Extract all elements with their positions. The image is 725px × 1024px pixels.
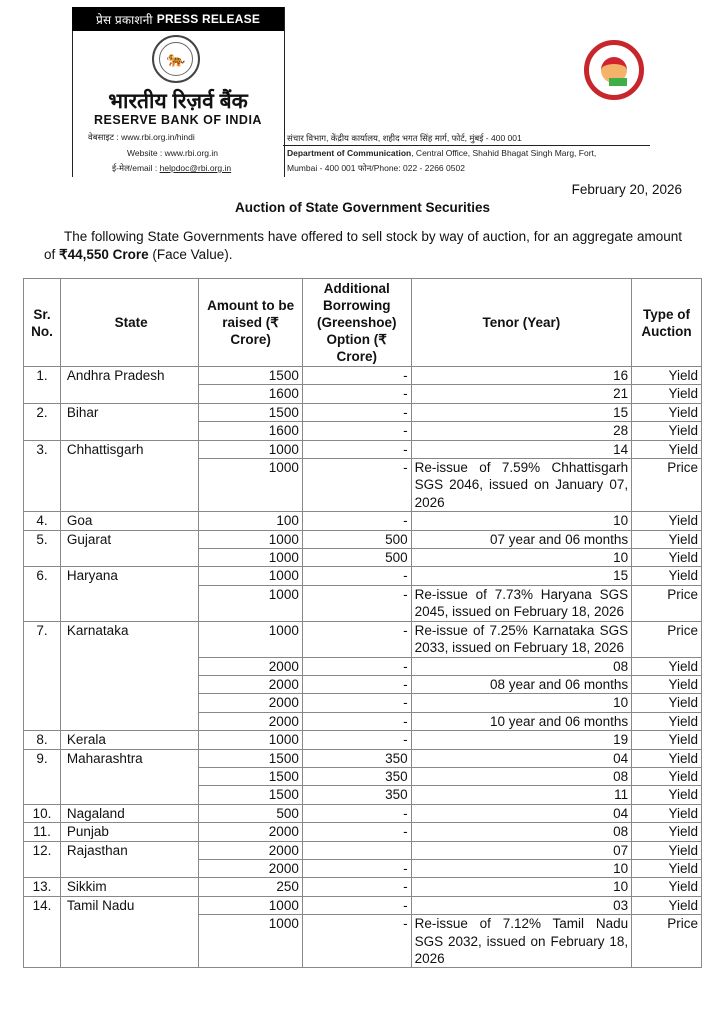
cell-amount: 2000 [199, 841, 303, 859]
table-row [24, 440, 702, 458]
table-body [24, 367, 702, 968]
cell-greenshoe: 350 [302, 749, 411, 767]
cell-type: Yield [632, 804, 702, 822]
cell-tenor: 10 [411, 549, 632, 567]
press-release-en: PRESS RELEASE [156, 12, 261, 26]
cell-tenor: 10 [411, 694, 632, 712]
cell-amount: 1500 [199, 403, 303, 421]
cell-type: Price [632, 621, 702, 657]
website-hindi: वेबसाइट : www.rbi.org.in/hindi [88, 132, 195, 142]
beti-bachao-logo-icon [584, 40, 644, 100]
intro-paragraph [44, 228, 682, 264]
bank-name-en: RESERVE BANK OF INDIA [94, 113, 262, 127]
auction-table [23, 278, 702, 968]
cell-type: Yield [632, 403, 702, 421]
cell-greenshoe: - [302, 403, 411, 421]
table-row [24, 896, 702, 914]
cell-amount: 2000 [199, 694, 303, 712]
table-row [24, 530, 702, 548]
cell-sr-no: 11. [24, 823, 61, 841]
cell-tenor: 19 [411, 731, 632, 749]
header-type: Type of Auction [632, 279, 702, 367]
cell-tenor: 10 [411, 859, 632, 877]
cell-tenor: 15 [411, 403, 632, 421]
page-title: Auction of State Government Securities [234, 200, 491, 215]
cell-state: Haryana [60, 567, 198, 621]
cell-greenshoe: - [302, 915, 411, 968]
bank-name-hindi: भारतीय रिज़र्व बैंक [108, 90, 248, 113]
header-tenor: Tenor (Year) [411, 279, 632, 367]
cell-type: Price [632, 585, 702, 621]
cell-state: Goa [60, 512, 198, 530]
cell-type: Yield [632, 422, 702, 440]
table-row [24, 841, 702, 859]
cell-tenor: 08 [411, 823, 632, 841]
cell-state: Karnataka [60, 621, 198, 730]
cell-greenshoe: - [302, 440, 411, 458]
cell-type: Yield [632, 841, 702, 859]
cell-amount: 1500 [199, 749, 303, 767]
table-row [24, 567, 702, 585]
cell-sr-no: 8. [24, 731, 61, 749]
cell-sr-no: 9. [24, 749, 61, 804]
cell-sr-no: 7. [24, 621, 61, 730]
cell-greenshoe: - [302, 878, 411, 896]
cell-amount: 1000 [199, 567, 303, 585]
dept-phone: Mumbai - 400 001 फोन/Phone: 022 - 2266 0502 [287, 163, 465, 173]
cell-greenshoe: - [302, 385, 411, 403]
cell-greenshoe: - [302, 367, 411, 385]
cell-state: Tamil Nadu [60, 896, 198, 968]
cell-tenor: 10 year and 06 months [411, 712, 632, 730]
cell-type: Yield [632, 530, 702, 548]
cell-tenor: 11 [411, 786, 632, 804]
cell-greenshoe: 350 [302, 767, 411, 785]
table-row [24, 823, 702, 841]
table-header-row [24, 279, 702, 367]
cell-tenor: 21 [411, 385, 632, 403]
cell-greenshoe [302, 841, 411, 859]
cell-greenshoe: 500 [302, 530, 411, 548]
cell-tenor: 10 [411, 512, 632, 530]
cell-state: Gujarat [60, 530, 198, 567]
cell-type: Yield [632, 675, 702, 693]
cell-amount: 1500 [199, 367, 303, 385]
dept-address-hindi: संचार विभाग, केंद्रीय कार्यालय, शहीद भगत सिंह मार्ग, फोर्ट, मुंबई - 400 001 [287, 133, 522, 143]
cell-greenshoe: - [302, 823, 411, 841]
email-label: ई-मेल/email : [112, 163, 158, 173]
cell-state: Chhattisgarh [60, 440, 198, 512]
cell-tenor: 03 [411, 896, 632, 914]
cell-sr-no: 10. [24, 804, 61, 822]
intro-text-end: (Face Value). [148, 247, 233, 262]
cell-tenor: Re-issue of 7.73% Haryana SGS 2045, issued on February 18, 2026 [411, 585, 632, 621]
cell-greenshoe: 500 [302, 549, 411, 567]
cell-amount: 500 [199, 804, 303, 822]
cell-tenor: 14 [411, 440, 632, 458]
table-row [24, 804, 702, 822]
cell-type: Yield [632, 767, 702, 785]
cell-sr-no: 14. [24, 896, 61, 968]
cell-amount: 1600 [199, 385, 303, 403]
cell-greenshoe: 350 [302, 786, 411, 804]
table-row [24, 367, 702, 385]
cell-tenor: Re-issue of 7.25% Karnataka SGS 2033, issued on February 18, 2026 [411, 621, 632, 657]
website: Website : www.rbi.org.in [127, 148, 219, 158]
cell-amount: 2000 [199, 657, 303, 675]
header-greenshoe: Additional Borrowing (Greenshoe) Option (₹ Crore) [302, 279, 411, 367]
cell-sr-no: 13. [24, 878, 61, 896]
cell-greenshoe: - [302, 657, 411, 675]
cell-type: Yield [632, 657, 702, 675]
cell-sr-no: 1. [24, 367, 61, 404]
table-row [24, 878, 702, 896]
header-amount: Amount to be raised (₹ Crore) [199, 279, 303, 367]
cell-tenor: Re-issue of 7.12% Tamil Nadu SGS 2032, issued on February 18, 2026 [411, 915, 632, 968]
cell-state: Sikkim [60, 878, 198, 896]
cell-state: Andhra Pradesh [60, 367, 198, 404]
cell-type: Yield [632, 385, 702, 403]
cell-greenshoe: - [302, 512, 411, 530]
rbi-seal-icon: 🐅 [152, 35, 200, 83]
cell-tenor: 28 [411, 422, 632, 440]
cell-greenshoe: - [302, 731, 411, 749]
cell-greenshoe: - [302, 621, 411, 657]
press-release-hindi: प्रेस प्रकाशनी [95, 12, 153, 27]
cell-greenshoe: - [302, 459, 411, 512]
cell-type: Yield [632, 367, 702, 385]
cell-type: Yield [632, 567, 702, 585]
table-row [24, 512, 702, 530]
header-state: State [60, 279, 198, 367]
cell-type: Price [632, 915, 702, 968]
cell-amount: 2000 [199, 859, 303, 877]
cell-type: Yield [632, 440, 702, 458]
table-row [24, 403, 702, 421]
cell-amount: 100 [199, 512, 303, 530]
cell-tenor: 16 [411, 367, 632, 385]
cell-amount: 2000 [199, 675, 303, 693]
cell-greenshoe: - [302, 859, 411, 877]
email-link[interactable]: helpdoc@rbi.org.in [159, 163, 232, 173]
cell-sr-no: 4. [24, 512, 61, 530]
intro-text: The following State Governments have offered to sell stock by way of auction, for an aggregate amount of [44, 229, 682, 262]
dept-address: , Central Office, Shahid Bhagat Singh Marg, Fort, [411, 148, 597, 158]
cell-state: Bihar [60, 403, 198, 440]
cell-state: Rajasthan [60, 841, 198, 878]
cell-sr-no: 6. [24, 567, 61, 621]
cell-amount: 1000 [199, 896, 303, 914]
press-release-banner [72, 7, 284, 31]
release-date: February 20, 2026 [571, 182, 682, 197]
cell-sr-no: 2. [24, 403, 61, 440]
cell-type: Yield [632, 694, 702, 712]
cell-tenor: Re-issue of 7.59% Chhattisgarh SGS 2046, issued on January 07, 2026 [411, 459, 632, 512]
dept-name: Department of Communication [287, 148, 412, 158]
cell-greenshoe: - [302, 567, 411, 585]
cell-amount: 1600 [199, 422, 303, 440]
cell-sr-no: 5. [24, 530, 61, 567]
cell-type: Yield [632, 712, 702, 730]
cell-amount: 1000 [199, 585, 303, 621]
cell-type: Yield [632, 896, 702, 914]
cell-greenshoe: - [302, 675, 411, 693]
cell-amount: 2000 [199, 823, 303, 841]
cell-tenor: 07 year and 06 months [411, 530, 632, 548]
cell-amount: 1000 [199, 621, 303, 657]
cell-amount: 1000 [199, 915, 303, 968]
cell-state: Punjab [60, 823, 198, 841]
cell-greenshoe: - [302, 896, 411, 914]
cell-type: Yield [632, 731, 702, 749]
cell-type: Yield [632, 512, 702, 530]
cell-amount: 2000 [199, 712, 303, 730]
cell-amount: 1500 [199, 786, 303, 804]
cell-sr-no: 12. [24, 841, 61, 878]
cell-state: Kerala [60, 731, 198, 749]
cell-sr-no: 3. [24, 440, 61, 512]
cell-type: Yield [632, 786, 702, 804]
cell-type: Price [632, 459, 702, 512]
cell-greenshoe: - [302, 585, 411, 621]
cell-type: Yield [632, 749, 702, 767]
header-sr-no: Sr. No. [24, 279, 61, 367]
cell-tenor: 08 [411, 657, 632, 675]
cell-type: Yield [632, 549, 702, 567]
cell-state: Nagaland [60, 804, 198, 822]
cell-tenor: 04 [411, 804, 632, 822]
cell-greenshoe: - [302, 712, 411, 730]
cell-greenshoe: - [302, 422, 411, 440]
cell-tenor: 15 [411, 567, 632, 585]
cell-amount: 1000 [199, 530, 303, 548]
cell-tenor: 08 year and 06 months [411, 675, 632, 693]
cell-amount: 1000 [199, 549, 303, 567]
letterhead-divider [283, 145, 650, 146]
cell-amount: 1000 [199, 440, 303, 458]
cell-type: Yield [632, 859, 702, 877]
cell-greenshoe: - [302, 804, 411, 822]
aggregate-amount: ₹44,550 Crore [59, 247, 149, 262]
table-row [24, 731, 702, 749]
table-row [24, 749, 702, 767]
cell-tenor: 10 [411, 878, 632, 896]
cell-amount: 1000 [199, 459, 303, 512]
cell-greenshoe: - [302, 694, 411, 712]
cell-amount: 250 [199, 878, 303, 896]
cell-tenor: 08 [411, 767, 632, 785]
cell-state: Maharashtra [60, 749, 198, 804]
table-row [24, 621, 702, 657]
cell-amount: 1000 [199, 731, 303, 749]
cell-amount: 1500 [199, 767, 303, 785]
cell-type: Yield [632, 878, 702, 896]
cell-type: Yield [632, 823, 702, 841]
cell-tenor: 07 [411, 841, 632, 859]
cell-tenor: 04 [411, 749, 632, 767]
